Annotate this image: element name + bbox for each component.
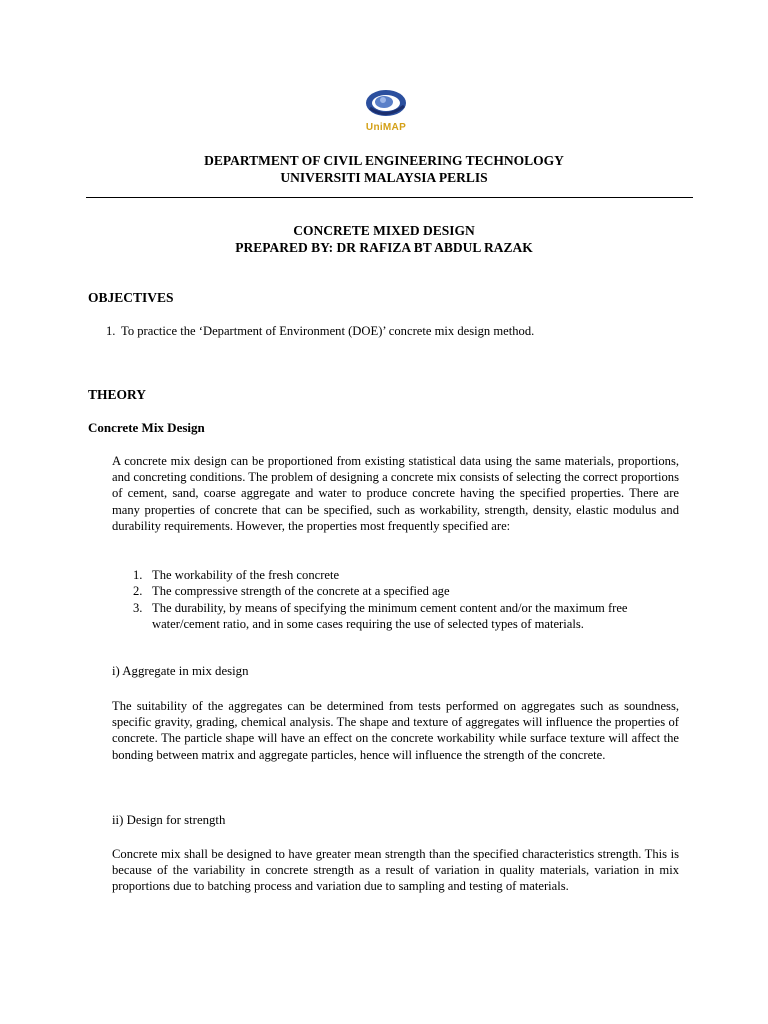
list-item: 1. To practice the ‘Department of Environment (DOE)’ concrete mix design method. xyxy=(106,324,535,338)
header-divider xyxy=(86,197,693,198)
list-item: 3. The durability, by means of specifying the minimum cement content and/or the maximum free water/cement ratio, and in some cases requiring the use of selected types of materials. xyxy=(133,600,628,631)
objectives-list xyxy=(106,323,680,339)
logo-wordmark: UniMAP xyxy=(365,122,407,133)
list-item: 2. The compressive strength of the concrete at a specified age xyxy=(133,584,450,599)
objectives-heading: OBJECTIVES xyxy=(88,290,174,305)
department-name: DEPARTMENT OF CIVIL ENGINEERING TECHNOLOGY xyxy=(204,153,564,168)
properties-list xyxy=(133,567,679,632)
university-logo xyxy=(362,86,410,138)
strength-paragraph: Concrete mix shall be designed to have greater mean strength than the specified characteristics strength. This is because of the variability in concrete strength as a result of variation in quality materials, variation in mix proportions due to batching process and variation due to sampling and testing of materials. xyxy=(112,847,679,894)
aggregate-paragraph: The suitability of the aggregates can be determined from tests performed on aggregates such as soundness, specific gravity, grading, chemical analysis. The shape and texture of aggregates will influence the properties of concrete. The particle shape will have an effect on the concrete workability while surface texture will affect the bonding between matrix and aggregate particles, hence will influence the strength of the concrete. xyxy=(112,699,679,762)
mix-design-intro-paragraph: A concrete mix design can be proportioned from existing statistical data using the same materials, proportions, and concreting conditions. The problem of designing a concrete mix consists of selecting the correct proportions of cement, sand, coarse aggregate and water to produce concrete having the specified properties. There are many properties of concrete that can be specified, such as workability, strength, density, elastic modulus and durability requirements. However, the properties most frequently specified are: xyxy=(112,454,679,533)
document-title: CONCRETE MIXED DESIGN xyxy=(293,223,475,238)
author-line: PREPARED BY: DR RAFIZA BT ABDUL RAZAK xyxy=(235,240,533,255)
theory-heading: THEORY xyxy=(88,387,147,402)
university-name: UNIVERSITI MALAYSIA PERLIS xyxy=(280,170,488,185)
list-item: 1. The workability of the fresh concrete xyxy=(133,568,340,582)
strength-heading: ii) Design for strength xyxy=(112,813,226,827)
logo-emblem-icon xyxy=(362,86,410,124)
aggregate-heading: i) Aggregate in mix design xyxy=(112,664,249,678)
concrete-mix-design-heading: Concrete Mix Design xyxy=(88,420,205,435)
